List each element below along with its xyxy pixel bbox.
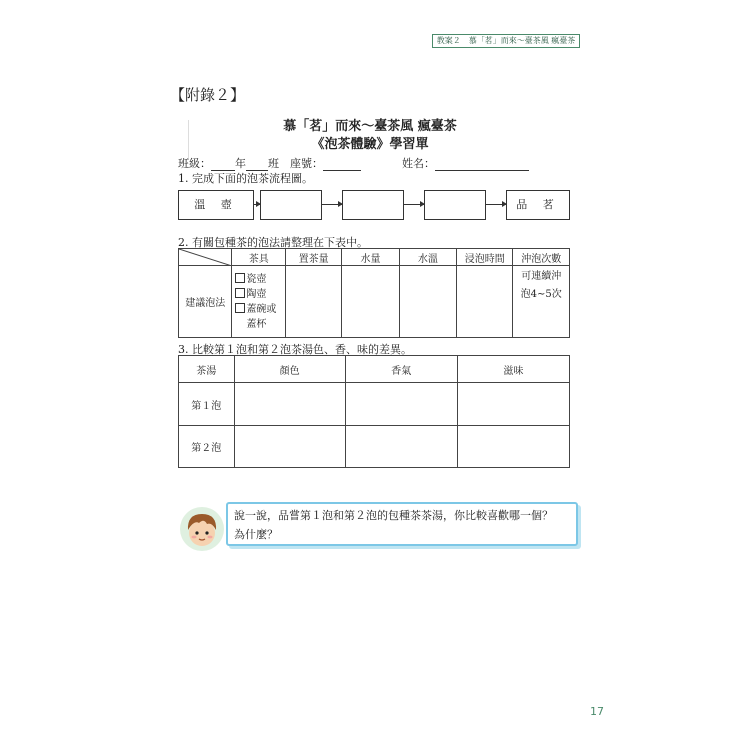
answer-cell[interactable] [457, 266, 513, 338]
page-number: 17 [590, 705, 604, 718]
name-blank[interactable] [435, 159, 529, 171]
answer-cell[interactable] [234, 426, 345, 468]
worksheet-title: 慕「茗」而來～臺茶風 瘋臺茶 [283, 119, 457, 134]
brew-count-cell [513, 266, 570, 338]
header-cell: 水量 [342, 249, 399, 266]
class-label: 班級： [178, 157, 211, 170]
question-1: 1. 完成下面的泡茶流程圖。 [178, 172, 313, 185]
answer-cell[interactable] [345, 383, 457, 426]
header-cell: 浸泡時間 [457, 249, 513, 266]
header-cell: 顏色 [234, 356, 345, 383]
boy-avatar [179, 506, 225, 552]
option-item-continued: 蓋杯 [246, 318, 267, 330]
ban-label: 班 [268, 157, 279, 170]
flow-box-start: 溫 壺 [178, 190, 254, 220]
answer-cell[interactable] [286, 266, 342, 338]
answer-cell[interactable] [399, 266, 456, 338]
header-cell: 水溫 [399, 249, 456, 266]
flow-box-end: 品 茗 [506, 190, 570, 220]
row-label: 第１泡 [179, 383, 235, 426]
brewing-method-table [178, 248, 570, 338]
answer-cell[interactable] [234, 383, 345, 426]
row-label: 建議泡法 [179, 266, 232, 338]
header-cell: 沖泡次數 [513, 249, 570, 266]
name-field [402, 155, 529, 171]
speech-bubble [226, 502, 578, 546]
appendix-label: 【附錄２】 [170, 86, 246, 104]
flow-box-blank-1[interactable] [260, 190, 322, 220]
year-label: 年 [235, 157, 246, 170]
brew-count-line: 可連續沖 [521, 271, 562, 282]
checkbox-icon[interactable] [235, 288, 245, 298]
answer-cell[interactable] [345, 426, 457, 468]
header-cell: 置茶量 [286, 249, 342, 266]
diagonal-line [179, 249, 232, 266]
seat-label: 座號： [290, 157, 323, 170]
lesson-header-tag: 教案２ 慕「茗」而來～臺茶風 瘋臺茶 [432, 34, 580, 48]
teaware-options [232, 266, 286, 338]
option-item[interactable]: 蓋碗或 [235, 302, 285, 317]
flow-arrow [486, 204, 506, 205]
answer-cell[interactable] [457, 383, 569, 426]
seat-blank[interactable] [323, 159, 361, 171]
answer-cell[interactable] [457, 426, 569, 468]
checkbox-icon[interactable] [235, 273, 245, 283]
option-item[interactable]: 陶壺 [235, 287, 285, 302]
class-field [178, 155, 279, 171]
header-cell: 茶湯 [179, 356, 235, 383]
row-label: 第２泡 [179, 426, 235, 468]
name-label: 姓名： [402, 157, 435, 170]
header-cell: 香氣 [345, 356, 457, 383]
option-item[interactable]: 瓷壺 [235, 272, 285, 287]
seat-field [290, 155, 361, 171]
header-cell: 滋味 [457, 356, 569, 383]
question-3: 3. 比較第１泡和第２泡茶湯色、香、味的差異。 [178, 343, 412, 356]
table-corner-cell [179, 249, 232, 266]
checkbox-icon[interactable] [235, 303, 245, 313]
comparison-table [178, 355, 570, 468]
header-cell: 茶具 [232, 249, 286, 266]
flow-box-blank-3[interactable] [424, 190, 486, 220]
speech-line-2: 為什麼？ [234, 528, 278, 541]
speech-line-1: 說一說，品嘗第１泡和第２泡的包種茶茶湯，你比較喜歡哪一個？ [234, 509, 553, 522]
worksheet-subtitle: 《泡茶體驗》學習單 [311, 137, 429, 152]
flow-arrow [322, 204, 342, 205]
flow-box-blank-2[interactable] [342, 190, 404, 220]
brew-count-line: 泡4∼5次 [520, 289, 562, 300]
question-2: 2. 有關包種茶的泡法請整理在下表中。 [178, 236, 368, 249]
answer-cell[interactable] [342, 266, 399, 338]
flow-arrow [404, 204, 424, 205]
